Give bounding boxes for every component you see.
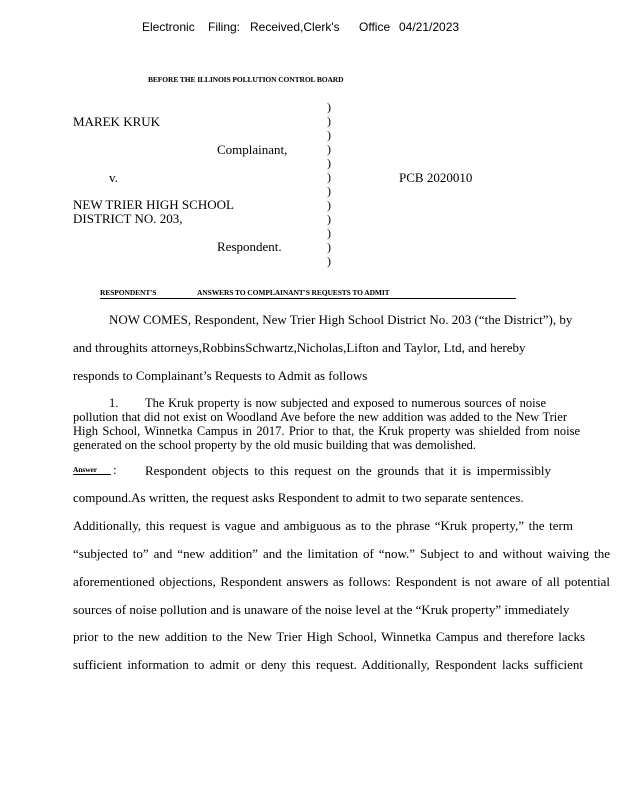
- paren: ): [327, 184, 331, 198]
- answer-line-6: sources of noise pollution and is unaware of the noise level at the “Kruk property” immediately: [73, 602, 570, 617]
- request-line-4: generated on the school property by the old music building that was demolished.: [73, 438, 477, 452]
- intro-line-2: and throughits attorneys,RobbinsSchwartz,Nicholas,Lifton and Taylor, Ltd, and hereby: [73, 340, 526, 355]
- filing-label-office: Office: [359, 20, 391, 34]
- answer-line-7: prior to the new addition to the New Trier High School, Winnetka Campus and therefore lacks: [73, 629, 585, 644]
- caption-paren-column: [327, 100, 331, 268]
- filing-date: 04/21/2023: [399, 20, 460, 34]
- filing-label-filing: Filing:: [208, 20, 241, 34]
- paren: ): [327, 254, 331, 268]
- answer-line-2: compound.As written, the request asks Respondent to admit to two separate sentences.: [73, 490, 524, 505]
- request-line-3: High School, Winnetka Campus in 2017. Prior to that, the Kruk property was shielded from noise: [73, 424, 580, 438]
- versus: v.: [109, 170, 118, 185]
- intro-line-3: responds to Complainant’s Requests to Admit as follows: [73, 368, 368, 383]
- section-heading: [100, 288, 516, 299]
- paren: ): [327, 114, 331, 128]
- request-number: 1.: [109, 396, 119, 410]
- case-number: PCB 2020010: [399, 170, 473, 185]
- paren: ): [327, 128, 331, 142]
- filing-label-received: Received,Clerk's: [250, 20, 340, 34]
- board-heading: BEFORE THE ILLINOIS POLLUTION CONTROL BOARD: [148, 75, 344, 84]
- heading-right: ANSWERS TO COMPLAINANT'S REQUESTS TO ADMIT: [197, 288, 390, 297]
- paren: ): [327, 226, 331, 240]
- answer-line-3: Additionally, this request is vague and ambiguous as to the phrase “Kruk property,” the term: [73, 518, 573, 533]
- answer-line-4: “subjected to” and “new addition” and the limitation of “now.” Subject to and without waiving the: [73, 546, 610, 561]
- request-line-1: The Kruk property is now subjected and exposed to numerous sources of noise: [145, 396, 546, 410]
- paren: ): [327, 100, 331, 114]
- answer-colon: :: [113, 462, 117, 477]
- respondent-role: Respondent.: [217, 239, 282, 254]
- answer-line-1: Respondent objects to this request on the grounds that it is impermissibly: [145, 463, 551, 478]
- intro-line-1: NOW COMES, Respondent, New Trier High School District No. 203 (“the District”), by: [109, 312, 573, 327]
- heading-left: RESPONDENT'S: [100, 288, 157, 297]
- paren: ): [327, 212, 331, 226]
- paren: ): [327, 240, 331, 254]
- paren: ): [327, 170, 331, 184]
- answer-line-8: sufficient information to admit or deny this request. Additionally, Respondent lacks sufficient: [73, 657, 583, 672]
- paren: ): [327, 156, 331, 170]
- respondent-name-line2: DISTRICT NO. 203,: [73, 211, 183, 226]
- paren: ): [327, 198, 331, 212]
- respondent-name-line1: NEW TRIER HIGH SCHOOL: [73, 197, 234, 212]
- request-line-2: pollution that did not exist on Woodland Ave before the new addition was added to the New Trier: [73, 410, 567, 424]
- complainant-name: MAREK KRUK: [73, 114, 161, 129]
- answer-label: Answer: [73, 465, 111, 475]
- paren: ): [327, 142, 331, 156]
- filing-label-electronic: Electronic: [142, 20, 195, 34]
- complainant-role: Complainant,: [217, 142, 288, 157]
- answer-line-5: aforementioned objections, Respondent answers as follows: Respondent is not aware of all potential: [73, 574, 610, 589]
